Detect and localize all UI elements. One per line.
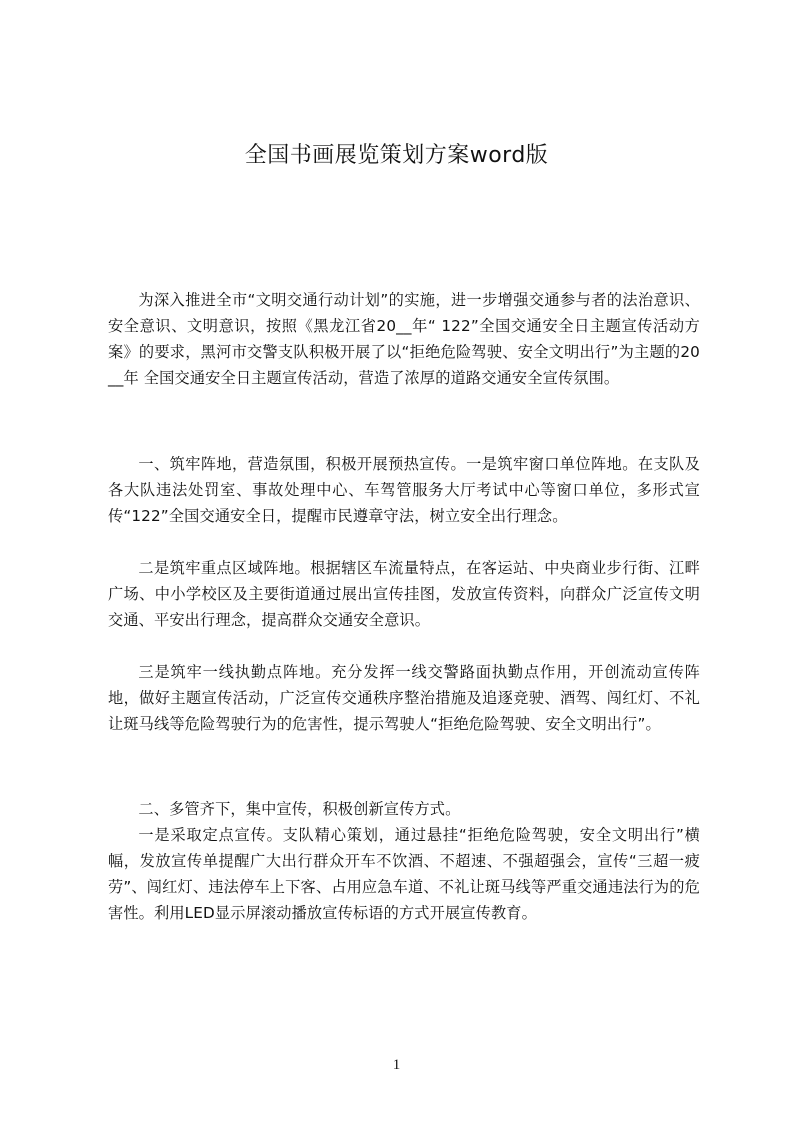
document-title: 全国书画展览策划方案word版 bbox=[244, 143, 549, 168]
paragraph-intro: 为深入推进全市“文明交通行动计划”的实施，进一步增强交通参与者的法治意识、安全意识、文明意识，按照《黑龙江省20__年“ 122”全国交通安全日主题宣传活动方案》的要求，黑河市交警支队积极开展了以“拒绝危险驾驶、安全文明出行”为主题的20__年 全国交通安全日主题宣传活动，营造了浓厚的道路交通安全宣传氛围。 bbox=[108, 291, 700, 387]
paragraph-window-units: 一、筑牢阵地，营造氛围，积极开展预热宣传。一是筑牢窗口单位阵地。在支队及各大队违法处罚室、事故处理中心、车驾管服务大厅考试中心等窗口单位，多形式宣传“122”全国交通安全日，提醒市民遵章守法，树立安全出行理念。 bbox=[108, 455, 700, 525]
page-number: 1 bbox=[392, 1057, 401, 1073]
paragraph-fixed-point-publicity: 一是采取定点宣传。支队精心策划，通过悬挂“拒绝危险驾驶，安全文明出行”横幅，发放宣传单提醒广大出行群众开车不饮酒、不超速、不强超强会，宣传“三超一疲劳”、闯红灯、违法停车上下客、占用应急车道、不礼让斑马线等严重交通违法行为的危害性。利用LED显示屏滚动播放宣传标语的方式开展宣传教育。 bbox=[108, 826, 700, 922]
paragraph-key-areas: 二是筑牢重点区域阵地。根据辖区车流量特点，在客运站、中央商业步行街、江畔广场、中小学校区及主要街道通过展出宣传挂图，发放宣传资料，向群众广泛宣传文明交通、平安出行理念，提高群众交通安全意识。 bbox=[108, 559, 700, 629]
paragraph-duty-points: 三是筑牢一线执勤点阵地。充分发挥一线交警路面执勤点作用，开创流动宣传阵地，做好主题宣传活动，广泛宣传交通秩序整治措施及追逐竞驶、酒驾、闯红灯、不礼让斑马线等危险驾驶行为的危害性，提示驾驶人“拒绝危险驾驶、安全文明出行”。 bbox=[108, 663, 700, 733]
section-heading-multiple-measures: 二、多管齐下，集中宣传，积极创新宣传方式。 bbox=[138, 800, 461, 818]
